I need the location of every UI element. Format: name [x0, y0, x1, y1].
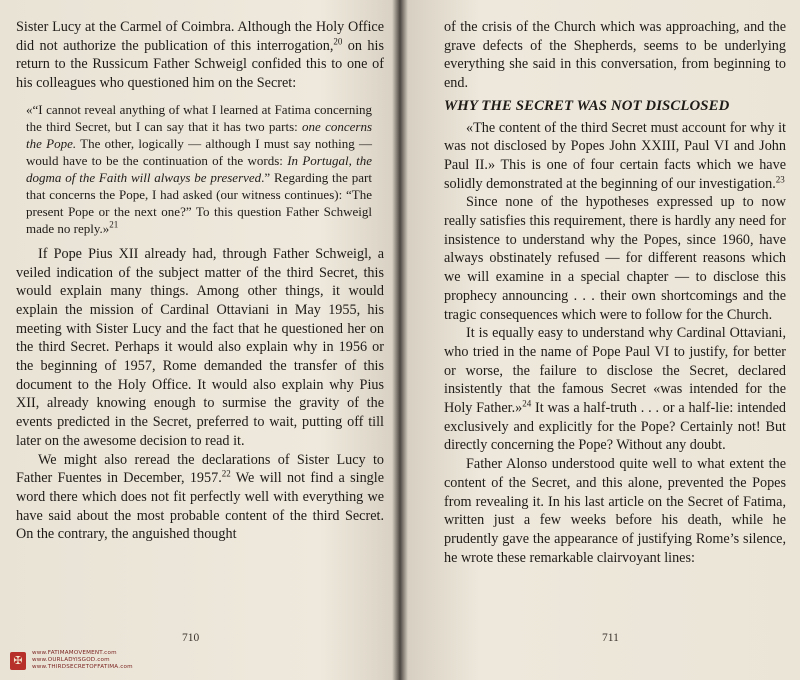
page-number: 710	[182, 632, 200, 644]
section-heading: WHY THE SECRET WAS NOT DISCLOSED	[444, 97, 730, 114]
page-number: 711	[602, 632, 619, 644]
right-page-text	[444, 18, 786, 567]
paragraph: Sister Lucy at the Carmel of Coimbra. Although the Holy Office did not authorize the publication of this interrogation,$^{20}$ on his return to the Russicum Father Schweigl confided this to one of his colleagues who questioned him on the Secret:	[16, 19, 384, 92]
watermark	[10, 650, 133, 671]
paragraph: «The content of the third Secret must account for why it was not disclosed by Popes John XXIII, Paul VI and John Paul II.» This is one of four certain facts which we have solidly demonstrated at the beginning of our investigation.$^{23}$	[444, 119, 786, 192]
left-page	[0, 0, 398, 680]
paragraph: Since none of the hypotheses expressed up to now really satisfies this requirement, there is hardly any need for insistence to understand why the Popes, since 1960, have always obstinately refused — for different reasons which we will examine in a special chapter — to disclose this prophecy announcing . . . their own shortcomings and the tragic consequences which were to follow for the Church.	[444, 194, 786, 323]
paragraph: of the crisis of the Church which was approaching, and the grave defects of the Shepherds, seems to be underlying everything she said in this conversation, from beginning to end.	[444, 19, 786, 92]
right-page	[402, 0, 800, 680]
footnote-ref: 21	[109, 219, 119, 230]
block-quote: «“I cannot reveal anything of what I learned at Fatima concerning the third Secret, but I can say that it has two parts: one concerns the Pope. The other, logically — although I must say nothing — would have to be the continuation of the words: In Portugal, the dogma of the Faith will always be preserved.” Regarding the part that concerns the Pope, I had asked (our witness continues): “The present Pope or the next one?” To this question Father Schweigl made no reply.»$^{21}$	[26, 101, 373, 236]
paragraph: We might also reread the declarations of Sister Lucy to Father Fuentes in December, 1957.22 We will not find a single word there which does not fit perfectly well with everything we have said about the most probable content of the third Secret. On the contrary, the anguished thought	[16, 451, 384, 543]
left-page-text	[16, 18, 384, 544]
footnote-ref: 23	[775, 173, 785, 184]
footnote-ref: 22	[221, 468, 231, 479]
paragraph: If Pope Pius XII already had, through Father Schweigl, a veiled indication of the subject matter of the third Secret, this would explain many things. Among other things, it would explain the mission of Cardinal Ottaviani in May 1955, his meeting with Sister Lucy and the fact that he questioned her on the third Secret. Perhaps it would also explain why in 1956 or the beginning of 1957, Rome demanded the transfer of this document to the Holy Office. It would also explain why Pius XII, already knowing enough to surmise the gravity of the events predicted in the Secret, preferred to wait, putting off till later on the awesome decision to read it.	[16, 245, 384, 449]
footnote-ref: 24	[522, 398, 532, 409]
paragraph: It is equally easy to understand why Cardinal Ottaviani, who tried in the name of Pope Paul VI to justify, for better or worse, the failure to disclose the Secret, declared insistently that the famous Secret «was intended for the Holy Father.»$^{24}$ It was a half-truth . . . or a half-lie: intended exclusively and explicitly for the Pope? Certainly not! But directly concerning the Pope? Without any doubt.	[444, 325, 786, 454]
watermark-text: www.FATIMAMOVEMENT.com www.OURLADYISGOD.com www.THIRDSECRETOFFATIMA.com	[32, 650, 133, 670]
paragraph: Father Alonso understood quite well to what extent the content of the Secret, and this alone, prevented the Popes from revealing it. In his last article on the Secret of Fatima, written just a few weeks before his death, while he prudently gave the appearance of justifying Rome’s silence, he wrote these remarkable clairvoyant lines:	[444, 456, 786, 566]
shield-icon: ✠	[10, 652, 26, 670]
footnote-ref: 20	[333, 35, 343, 46]
